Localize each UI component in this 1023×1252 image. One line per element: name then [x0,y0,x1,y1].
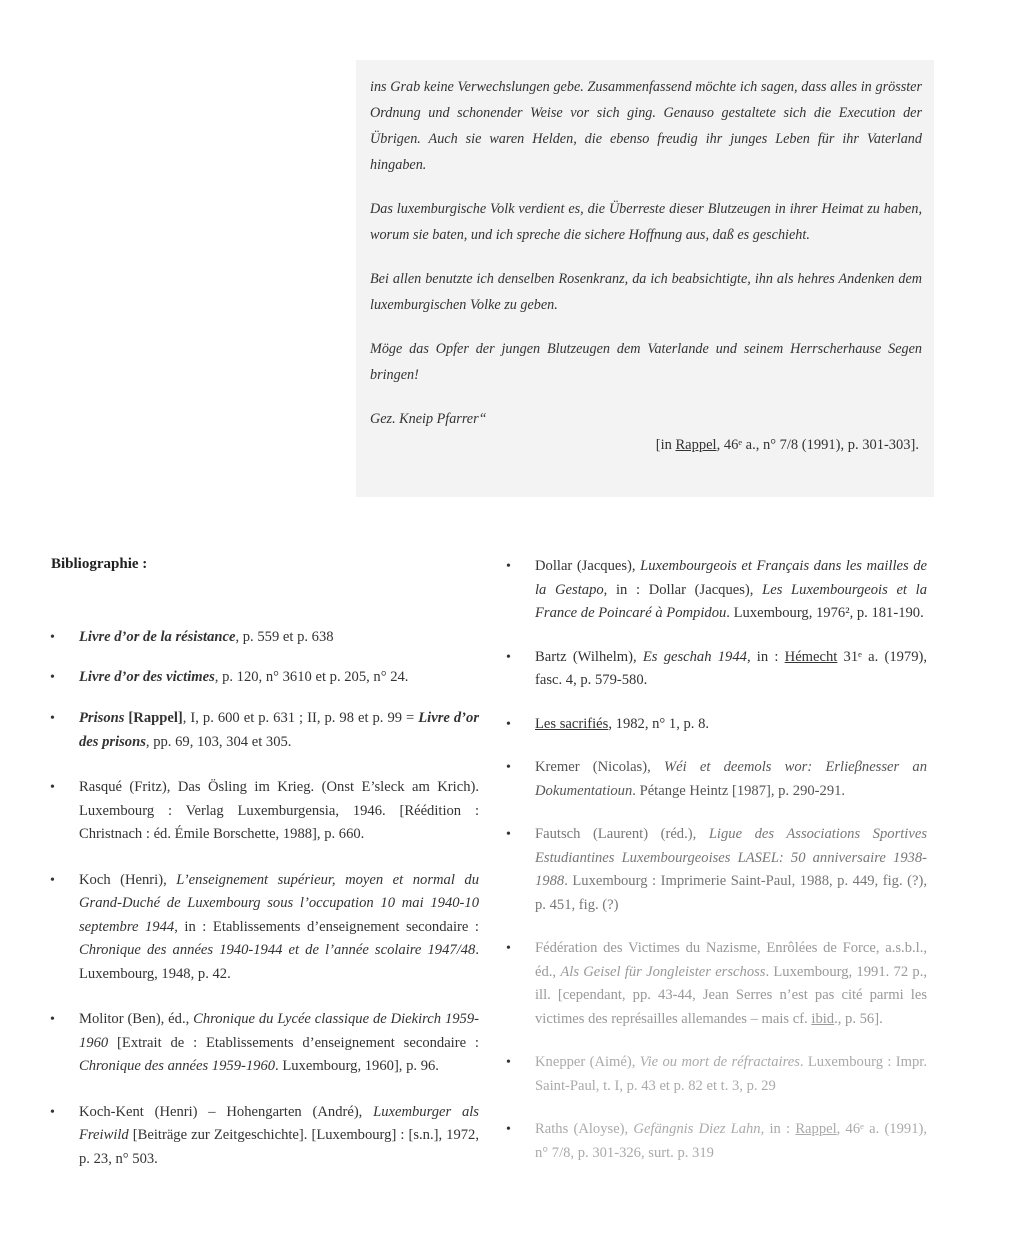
bib-entry [50,1101,479,1172]
bullet-icon: • [506,760,511,775]
bib-title: Chronique du Lycée classique de Diekirch 1959-1960 [79,1011,479,1051]
bib-details: , I, p. 600 et p. 631 ; II, p. 98 et p. 99 = [182,710,419,726]
bib-title: Luxemburger als Freiwild [79,1103,479,1143]
bib-entry [506,1051,927,1098]
bullet-icon: • [50,872,55,888]
bib-title: Luxembourgeois et Français dans les mailles de la Gestapo [535,558,927,598]
bib-details: . Pétange Heintz [1987], p. 290-291. [632,782,846,799]
bib-author: Koch-Kent (Henri) – Hohengarten (André), [79,1103,374,1120]
bib-details: , 1982, n° 1, p. 8. [608,715,710,732]
bib-details: [Extrait de : Etablissements d’enseignement secondaire : [108,1034,479,1051]
citation-suffix: , 46ᵉ a., n° 7/8 (1991), p. 301-303]. [716,437,919,453]
bib-details: . Luxembourg, 1960], p. 96. [275,1058,439,1074]
bib-details: , in : Etablissements d’enseignement secondaire : [174,918,479,935]
bib-details: . Luxembourg : Impr. Saint-Paul, t. I, p. 43 et p. 82 et t. 3, p. 29 [535,1054,927,1094]
bullet-icon: • [506,559,511,574]
bib-entry [506,555,927,626]
bullet-icon: • [50,669,55,685]
bib-title: Livre d’or de la résistance [79,629,236,645]
bib-title: L’enseignement supérieur, moyen et normal du Grand-Duché de Luxembourg sous l’occupation 10 mai 1940-10 septembre 1944 [79,871,479,935]
bib-title: Vie ou mort de réfractaires [639,1054,800,1070]
bib-details: , 46ᵉ a. (1991), n° 7/8, p. 301-326, surt. p. 319 [535,1121,927,1161]
bib-entry [50,666,479,690]
bullet-icon: • [506,941,511,956]
bib-source-link[interactable]: Rappel [795,1121,837,1137]
bib-author: Knepper (Aimé), [535,1054,640,1070]
quote-citation [656,437,919,454]
bib-author: Raths (Aloyse), [535,1121,634,1137]
bib-title: Les Luxembourgeois et la France de Poincaré à Pompidou [535,581,927,621]
bib-author: Dollar (Jacques), [535,558,641,574]
bib-title: Ligue des Associations Sportives Estudiantines Luxembourgeoises LASEL: 50 anniversaire 1938-1988 [535,826,927,889]
citation-prefix: [in [655,437,676,453]
bullet-icon: • [506,1122,511,1137]
bib-source-link[interactable]: Les sacrifiés [535,715,609,732]
bullet-icon: • [50,780,55,795]
bib-entry [506,713,927,737]
bib-details: . Luxembourg, 1948, p. 42. [79,942,479,982]
bib-title: Chronique des années 1959-1960 [79,1058,276,1074]
bib-author: Molitor (Ben), éd., [79,1011,194,1027]
bib-title: Gefängnis Diez Lahn [633,1121,761,1137]
bib-text: Rasqué (Fritz), Das Ösling im Krieg. (Onst E’sleck am Krich). Luxembourg : Verlag Luxemburgensia, 1946. [Réédition : Christnach : éd. Émile Borschette, 1988], p. 660. [79,779,479,842]
bib-title-bold: [Rappel] [128,710,183,726]
bib-details: , in : Dollar (Jacques), [603,581,763,598]
bib-author: Fautsch (Laurent) (réd.), [535,826,709,842]
quote-signature: Gez. Kneip Pfarrer“ [370,411,487,427]
bib-entry [506,756,927,803]
bib-details: , p. 120, n° 3610 et p. 205, n° 24. [214,668,409,685]
quote-paragraph-3: Bei allen benutzte ich denselben Rosenkranz, da ich beabsichtigte, ihn als hehres Andenken dem luxemburgischen Volke zu geben. [370,271,922,313]
bullet-icon: • [50,630,55,645]
bib-title: Wéi et deemols wor: Erlieβnesser an Dokumentatioun [535,759,927,799]
bib-details: 31ᵉ a. (1979), fasc. 4, p. 579-580. [535,648,928,688]
bib-details: , pp. 69, 103, 304 et 305. [145,733,292,750]
bullet-icon: • [50,1104,55,1120]
bib-author: Kremer (Nicolas), [535,759,664,775]
citation-source-link[interactable]: Rappel [675,437,717,453]
bib-details: . Luxembourg, 1991. 72 p., ill. [cependant, pp. 43-44, Jean Serres n’est pas cité parmi les victimes des représailles allemandes – mais cf. [535,963,927,1027]
bullet-icon: • [50,711,55,726]
bib-author: Fédération des Victimes du Nazisme, Enrôlées de Force, a.s.b.l., éd., [535,940,927,980]
bib-entry [50,1008,479,1079]
bibliography-right-column [506,555,928,1185]
quote-text [370,74,922,450]
bib-source-link[interactable]: Hémecht [784,648,838,665]
bib-entry [506,646,928,693]
quote-paragraph-2: Das luxemburgische Volk verdient es, die Überreste dieser Blutzeugen in ihrer Heimat zu haben, worum sie baten, und ich spreche die sichere Hoffnung aus, daß es geschieht. [370,201,922,243]
quote-paragraph-1: ins Grab keine Verwechslungen gebe. Zusammenfassend möchte ich sagen, dass alles in grösster Ordnung und schonender Weise vor sich ging. Genauso gestaltete sich die Execution der Übrigen. Auch sie waren Helden, die ebenso freudig ihr junges Leben für ihr Vaterland hingaben. [370,79,922,173]
bib-details: , in : [746,648,785,665]
bib-details: , in : [760,1121,796,1137]
bib-title: Chronique des années 1940-1944 et de l’année scolaire 1947/48 [79,942,476,958]
bib-entry [50,776,479,847]
bib-entry [50,707,479,754]
bullet-icon: • [50,1012,55,1027]
bib-title: Livre d’or des prisons [79,710,479,750]
bib-author: Koch (Henri), [79,871,177,888]
bullet-icon: • [506,1055,511,1070]
bib-title: Als Geisel für Jongleister erschoss [560,963,766,980]
bibliography-heading: Bibliographie : [51,556,148,572]
quote-paragraph-4: Möge das Opfer der jungen Blutzeugen dem Vaterlande und seinem Herrscherhause Segen bringen! [370,341,922,383]
bib-details: . Luxembourg : Imprimerie Saint-Paul, 1988, p. 449, fig. (?), p. 451, fig. (?) [535,873,927,913]
bib-entry [506,937,927,1031]
bib-details: , p. 559 et p. 638 [235,629,334,645]
bullet-icon: • [506,716,511,732]
bib-details: [Beiträge zur Zeitgeschichte]. [Luxembourg] : [s.n.], 1972, p. 23, n° 503. [79,1127,479,1167]
bib-entry [506,1118,927,1165]
bib-title: Livre d’or des victimes [79,668,215,685]
bib-entry [50,869,479,987]
bib-details: . Luxembourg, 1976², p. 181-190. [726,605,924,621]
bib-details: ., p. 56]. [834,1010,883,1027]
bib-title: Prisons [79,710,125,726]
bib-title: Es geschah 1944 [642,648,747,665]
bullet-icon: • [506,827,511,842]
bibliography-left-column [50,626,479,1193]
bib-source-link[interactable]: ibid [811,1010,835,1027]
bullet-icon: • [506,649,511,665]
bib-entry [50,626,479,650]
bib-entry [506,823,927,917]
bib-author: Bartz (Wilhelm), [535,648,643,665]
